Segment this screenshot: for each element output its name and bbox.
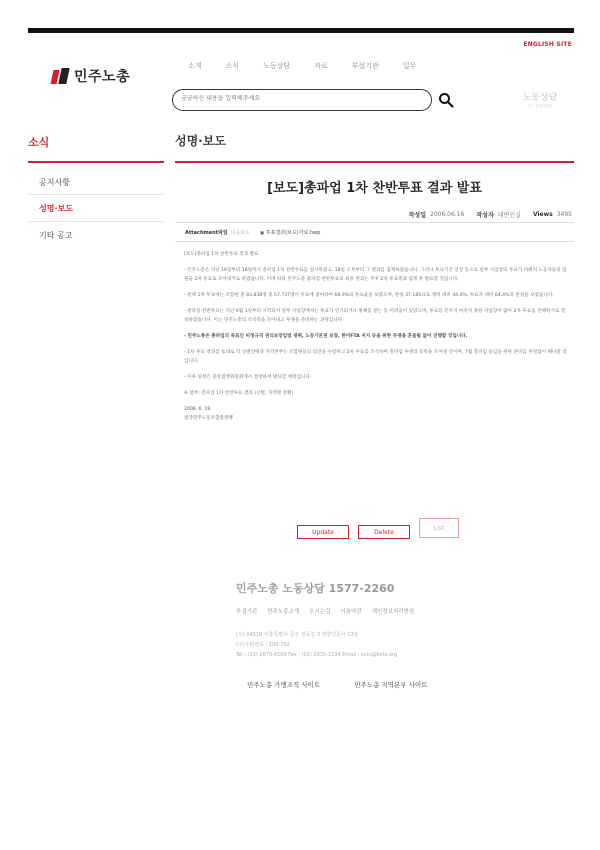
update-button[interactable]: Update bbox=[297, 525, 349, 539]
search-icon[interactable] bbox=[438, 92, 454, 108]
delete-button[interactable]: Delete bbox=[358, 525, 410, 539]
logo-mark-icon bbox=[52, 68, 70, 84]
nav-item-news[interactable]: 소식 bbox=[225, 62, 240, 70]
post-paragraph: [보도]총파업 1차 찬반투표 결과 발표 bbox=[184, 252, 259, 257]
footer-link-privacy[interactable]: 개인정보처리방침 bbox=[371, 609, 415, 615]
footer-links bbox=[236, 607, 424, 615]
post-paragraph: - 민주노총은 총파업의 목표인 비정규직 권리보장입법 쟁취, 노동기본권 보장, 한미FTA 저지 등을 위한 투쟁을 흔들림 없이 진행할 것입니다. bbox=[184, 334, 468, 339]
counsel-link[interactable] bbox=[519, 90, 561, 109]
post-author: 대변인실 bbox=[497, 212, 521, 219]
counsel-title: 노동상담 bbox=[522, 93, 558, 103]
search-input[interactable] bbox=[181, 95, 421, 102]
post-paragraph: - 전체 1차 투표에는 조합원 총 83,838명 중 57,737명이 투표에 참여하여 68.9%의 투표율을 보였으며, 찬성 37,185표로 재적 대비 44.4%, 투표자 대비 64.4%의 찬성을 보였습니다. bbox=[184, 293, 554, 298]
search-box bbox=[172, 89, 432, 111]
page-title: 성명·보도 bbox=[175, 134, 226, 148]
post-views: 3495 bbox=[556, 211, 572, 218]
post-date: 2006.06.16 bbox=[430, 211, 465, 218]
post-paragraph: - 이후 일정은 중앙집행위원회에서 결정하여 발표할 예정입니다. bbox=[184, 375, 312, 380]
footer-sites bbox=[247, 680, 461, 689]
sidebar-divider bbox=[28, 161, 164, 163]
signature-org: 전국민주노동조합총연맹 bbox=[184, 416, 233, 421]
post-actions bbox=[297, 525, 468, 539]
footer-site-regional[interactable]: 민주노총 지역본부 사이트 bbox=[354, 681, 428, 689]
footer-site-affiliates[interactable]: 민주노총 가맹조직 사이트 bbox=[247, 681, 321, 689]
author-label: 작성자 bbox=[476, 212, 494, 219]
nav-item-counsel[interactable]: 노동상담 bbox=[263, 62, 291, 70]
footer-link-directions[interactable]: 오시는길 bbox=[309, 609, 331, 615]
post-meta bbox=[409, 210, 572, 219]
views-label: Views bbox=[532, 211, 553, 218]
nav-item-work[interactable]: 입무 bbox=[402, 62, 417, 70]
post-body bbox=[184, 250, 568, 423]
english-site-link[interactable]: ENGLISH SITE bbox=[523, 41, 572, 48]
footer-link-terms[interactable]: 이용약관 bbox=[340, 609, 362, 615]
sidebar-item-notice[interactable]: 공지사항 bbox=[39, 178, 70, 187]
nav-item-affiliates[interactable]: 부설기관 bbox=[351, 62, 379, 70]
footer-postcode: (구)우편번호 : 100-702 bbox=[236, 642, 290, 648]
logo-text: 민주노총 bbox=[74, 69, 131, 85]
sidebar-separator bbox=[28, 194, 164, 195]
footer-info bbox=[236, 630, 397, 660]
attachment-file-link[interactable]: ■ 투표결과(보도)자료.hwp bbox=[260, 229, 320, 236]
post-title: [보도]총파업 1차 찬반투표 결과 발표 bbox=[267, 181, 482, 196]
attachment-label: Attachment파일 bbox=[185, 229, 228, 236]
footer-title: 민주노총 노동상담 1577-2260 bbox=[236, 582, 395, 595]
sidebar-item-press[interactable]: 성명·보도 bbox=[39, 204, 73, 213]
footer-link-about[interactable]: 민주노총소개 bbox=[267, 609, 300, 615]
post-paragraph: - 민주노총은 지난 16일부터 18일까지 총파업 1차 찬반투표를 실시하였고, 18일 오후부터 그 결과를 집계하였습니다. 그러나 투표기간 연장 등으로 일부 사업장의 투표가 미뤄져 노동자들의 염원을 2차 투표로 모아내기로 하였습니다. 이에 따라 민주노총 총파업 찬반투표의 최종 결과는 추후 2차 투표결과 집계 후 발표할 것입니다. bbox=[184, 268, 567, 282]
signature-date: 2006. 6. 19. bbox=[184, 407, 212, 412]
date-label: 작성일 bbox=[408, 212, 426, 219]
post-paragraph: ※ 첨부: 총파업 1차 찬반투표 결과 (산별, 지역별 현황) bbox=[184, 391, 294, 396]
post-signature bbox=[184, 405, 568, 423]
post-paragraph: - 총파업 찬반투표는 지난 6월 1일부터 시작되어 일부 사업장에서는 투표가 연기되거나 방해를 받는 등 어려움이 있었으며, 투표를 끝까지 마치지 못한 사업장이 많아 2차 투표를 진행하기로 결정하였습니다. 이는 민주노총의 조직력을 모아내고 투쟁을 준비하는 과정입니다. bbox=[184, 309, 566, 323]
top-bar bbox=[28, 28, 574, 33]
sidebar-title: 소식 bbox=[28, 136, 50, 149]
logo[interactable] bbox=[52, 66, 130, 86]
post-paragraph: - 1차 투표 결과를 토대로 각 산별연맹과 지역본부는 조합원들의 의견을 수렴하고 2차 투표를 조직하여 총파업 투쟁의 동력을 모아낼 것이며, 7월 총파업 돌입을 위한 준비를 차질없이 해나갈 것입니다. bbox=[184, 350, 567, 364]
main-nav bbox=[188, 61, 440, 71]
list-button[interactable]: List bbox=[419, 518, 459, 538]
footer-link-affiliates[interactable]: 부설기관 bbox=[236, 609, 258, 615]
counsel-subtitle: 전국 불편미용장 bbox=[527, 104, 553, 108]
footer-contact: Tel : (02) 2670-9100 Fax : (02) 2635-1134 Email : kctu@kctu.org bbox=[236, 652, 398, 658]
nav-item-resources[interactable]: 자료 bbox=[314, 62, 328, 70]
footer-address: (우) 04518 서울특별시 중구 정동길 3 경향신문사 13층 bbox=[236, 632, 359, 638]
attachment-row bbox=[175, 222, 574, 242]
attachment-sublabel: 다운로드 bbox=[230, 229, 251, 236]
nav-item-about[interactable]: 소개 bbox=[188, 62, 202, 70]
sidebar-separator bbox=[28, 221, 164, 222]
sidebar-item-other[interactable]: 기타 공고 bbox=[39, 231, 73, 240]
title-divider bbox=[175, 161, 574, 163]
